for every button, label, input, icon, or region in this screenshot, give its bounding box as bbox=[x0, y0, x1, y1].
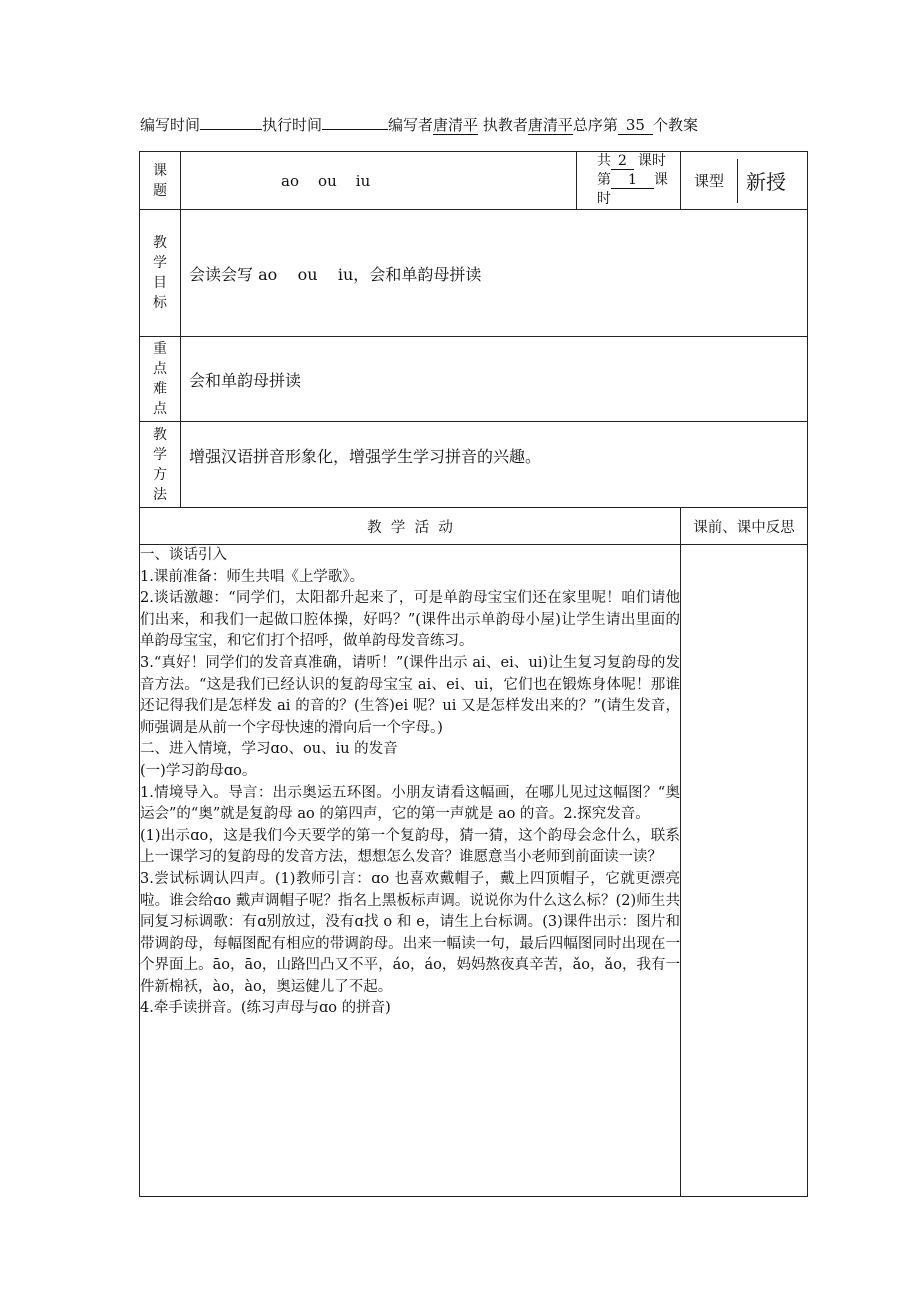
writer-label: 编写者 bbox=[388, 116, 434, 134]
current-hour-prefix: 第 bbox=[597, 172, 611, 188]
lesson-plan-header bbox=[140, 112, 820, 136]
exec-time-label: 执行时间 bbox=[262, 116, 323, 134]
exec-time-blank bbox=[322, 112, 388, 130]
lesson-plan-table bbox=[139, 151, 808, 1197]
type-cell bbox=[681, 152, 808, 210]
current-hour-suffix: 课时 bbox=[597, 172, 668, 207]
writer-name: 唐清平 bbox=[433, 116, 479, 134]
activity-paragraph: (一)学习韵母ɑo。 bbox=[140, 762, 257, 779]
teacher-name: 唐清平 bbox=[527, 116, 573, 134]
topic-row bbox=[140, 152, 808, 210]
goal-value-pinyin: 会读会写 ao ou iu， bbox=[189, 264, 370, 284]
activity-paragraph: 3.“真好！同学们的发音真准确，请听！”(课件出示 ai、ei、ui)让生复习复韵母的发音方法。“这是我们已经认识的复韵母宝宝 ai、ei、ui，它们也在锻炼身体呢！那谁还记得我们是怎样发 ai 的音的？(生答)ei 呢？ui 又是怎样发出来的？”(请生发音，师强调是从前一个字母快速的滑向后一个字母。) bbox=[140, 654, 681, 736]
reflection-content bbox=[681, 545, 808, 1197]
total-hours-suffix: 课时 bbox=[637, 153, 666, 169]
write-time-blank bbox=[200, 112, 262, 130]
total-hours-value: 2 bbox=[611, 153, 634, 170]
key-value: 会和单韵母拼读 bbox=[181, 337, 808, 422]
sequence-suffix: 个教案 bbox=[652, 116, 698, 134]
reflection-header: 课前、课中反思 bbox=[681, 508, 808, 545]
total-hours-prefix: 共 bbox=[597, 153, 611, 169]
topic-value: ao ou iu bbox=[181, 152, 577, 210]
sequence-prefix: 总序第 bbox=[572, 116, 618, 134]
teacher-label: 执教者 bbox=[482, 116, 528, 134]
activity-header-row bbox=[140, 508, 808, 545]
activity-paragraph: 3.尝试标调认四声。(1)教师引言：ɑo 也喜欢戴帽子，戴上四顶帽子，它就更漂亮啦。谁会给ɑo 戴声调帽子呢？指名上黑板标声调。说说你为什么这么标？(2)师生共同复习标调歌：有ɑ别放过，没有ɑ找 o 和 e，请生上台标调。(3)课件出示：图片和带调韵母，每幅图配有相应的带调韵母。出来一幅读一句，最后四幅图同时出现在一个界面上。āo，āo，山路凹凸又不平，áo，áo，妈妈熬夜真辛苦，ǎo，ǎo，我有一件新棉袄，ào，ào，奥运健儿了不起。 bbox=[140, 870, 681, 995]
activity-content bbox=[140, 545, 681, 1197]
activity-paragraph: 1.情境导入。导言：出示奥运五环图。小朋友请看这幅画，在哪儿见过这幅图？“奥运会”的“奥”就是复韵母 ao 的第四声，它的第一声就是 ao 的音。2.探究发音。 bbox=[140, 784, 681, 823]
activity-paragraph: 二、进入情境，学习ɑo、ou、iu 的发音 bbox=[140, 741, 398, 758]
key-label: 重点难点 bbox=[153, 341, 167, 417]
method-row bbox=[140, 422, 808, 508]
activity-header: 教 学 活 动 bbox=[140, 508, 681, 545]
key-label-cell bbox=[140, 337, 181, 422]
current-hour-value: 1 bbox=[611, 172, 654, 189]
goal-row bbox=[140, 210, 808, 337]
activity-paragraph: 1.课前准备：师生共唱《上学歌》。 bbox=[140, 568, 365, 585]
activity-paragraph: 一、谈话引入 bbox=[140, 547, 227, 563]
goal-label-cell bbox=[140, 210, 181, 337]
sequence-number: 35 bbox=[618, 116, 653, 135]
activity-paragraph: 2.谈话激趣：“同学们，太阳都升起来了，可是单韵母宝宝们还在家里呢！咱们请他们出来，和我们一起做口腔体操，好吗？”(课件出示单韵母小屋)让学生请出里面的单韵母宝宝，和它们打个招呼，做单韵母发音练习。 bbox=[140, 590, 681, 650]
topic-label-cell bbox=[140, 152, 181, 210]
goal-value-text: 会和单韵母拼读 bbox=[369, 264, 482, 284]
activity-content-row bbox=[140, 545, 808, 1197]
class-hours-cell bbox=[577, 152, 681, 210]
type-label: 课型 bbox=[681, 159, 738, 203]
method-value: 增强汉语拼音形象化，增强学生学习拼音的兴趣。 bbox=[181, 422, 808, 508]
key-points-row bbox=[140, 337, 808, 422]
activity-paragraph: (1)出示ɑo，这是我们今天要学的第一个复韵母，猜一猜，这个韵母会念什么，联系上一课学习的复韵母的发音方法，想想怎么发音？谁愿意当小老师到前面读一读？ bbox=[140, 827, 681, 866]
type-value: 新授 bbox=[746, 170, 787, 194]
topic-label: 课题 bbox=[153, 162, 167, 199]
current-hour-line bbox=[597, 171, 680, 209]
activity-paragraph: 4.牵手读拼音。(练习声母与ɑo 的拼音) bbox=[140, 1000, 391, 1017]
goal-value-cell bbox=[181, 210, 808, 337]
write-time-label: 编写时间 bbox=[140, 116, 201, 134]
goal-label: 教学目标 bbox=[153, 235, 167, 311]
method-label: 教学方法 bbox=[153, 426, 167, 503]
method-label-cell bbox=[140, 422, 181, 508]
total-hours-line bbox=[597, 152, 680, 171]
